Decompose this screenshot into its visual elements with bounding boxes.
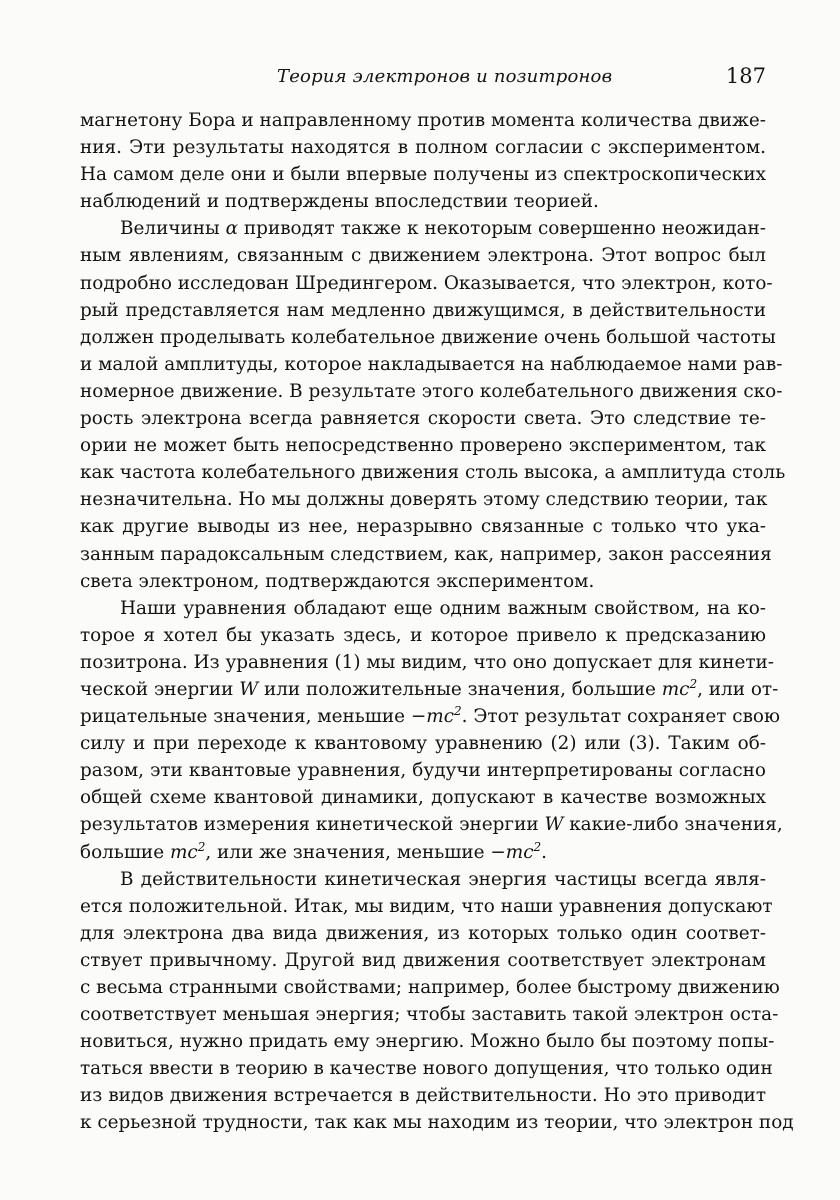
text-line: В действительности кинетическая энергия частицы всегда явля- [120,868,766,890]
paragraph [80,595,783,866]
running-title: Теория электронов и позитронов [277,66,613,87]
paragraph [80,866,794,1137]
text-line: Величины α приводят также к некоторым совершенно неожидан- [120,218,766,240]
page-number: 187 [725,64,766,88]
text-line: рость электрона всегда равняется скорости света. Это следствие те- [80,408,766,430]
text-line: и малой амплитуды, которое накладывается на наблюдаемое нами рав- [80,353,783,375]
text-line: таться ввести в теорию в качестве нового допущения, что только один [80,1058,773,1080]
math-alpha: α [225,218,238,240]
text-line: занным парадоксальным следствием, как, например, закон рассеяния [80,543,772,565]
text-line: ческой энергии W или положительные значения, большие $mc^2$, или от- [80,676,779,700]
text-line: из видов движения встречается в действительности. Но это приводит [80,1085,766,1107]
text-line: как другие выводы из нее, неразрывно связанные с только что ука- [80,516,766,538]
running-header [80,64,766,94]
text-line: силу и при переходе к квантовому уравнению (2) или (3). Таким об- [80,733,766,755]
math-W: W [239,678,259,700]
text-line: для электрона два вида движения, из которых только один соответ- [80,922,766,944]
text-line: рицательные значения, меньшие $-mc^2$. Этот результат сохраняет свою [80,703,781,728]
paragraph [80,107,766,215]
text-line: новиться, нужно придать ему энергию. Можно было бы поэтому попы- [80,1031,775,1053]
text-line: ории не может быть непосредственно проверено экспериментом, так [80,435,766,457]
text-line: к серьезной трудности, так как мы находим из теории, что электрон под [80,1112,794,1134]
text-line: ствует привычному. Другой вид движения соответствует электронам [80,949,766,971]
text-line: с весьма странными свойствами; например, более быстрому движению [80,977,780,998]
text-line: ния. Эти результаты находятся в полном согласии с экспериментом. [80,137,766,159]
math-minus-mc2: $-mc^2$ [490,839,542,863]
text-line: должен проделывать колебательное движение очень большой частоты [80,326,776,348]
paragraph [80,215,786,594]
text-line: разом, эти квантовые уравнения, будучи интерпретированы согласно [80,760,766,782]
math-mc2: $mc^2$ [661,676,698,700]
text-line: света электроном, подтверждаются экспериментом. [80,570,595,592]
math-mc2: $mc^2$ [169,839,206,863]
text-line: магнетону Бора и направленному против момента количества движе- [80,110,766,131]
text-line: незначительна. Но мы должны доверять этому следствию теории, так [80,489,768,511]
text-line: ется положительной. Итак, мы видим, что наши уравнения допускают [80,895,773,917]
text-line: подробно исследован Шредингером. Оказывается, что электрон, кото- [80,272,773,294]
text-line: наблюдений и подтверждены впоследствии теорией. [80,191,599,213]
text-line: Наши уравнения обладают еще одним важным свойством, на ко- [120,597,766,619]
text-line: общей схеме квантовой динамики, допускают в качестве возможных [80,787,766,809]
text-line: соответствует меньшая энергия; чтобы заставить такой электрон оста- [80,1004,779,1026]
text-line: позитрона. Из уравнения (1) мы видим, что оно допускает для кинети- [80,651,774,673]
math-minus-mc2: $-mc^2$ [410,703,462,728]
text-line: номерное движение. В результате этого колебательного движения ско- [80,380,783,402]
text-line: торое я хотел бы указать здесь, и которое привело к предсказанию [80,624,766,646]
text-line: как частота колебательного движения столь высока, а амплитуда столь [80,462,786,484]
text-line: большие $mc^2$, или же значения, меньшие $-mc^2$. [80,839,548,863]
math-W: W [544,814,564,836]
text-line: результатов измерения кинетической энергии W какие-либо значения, [80,814,783,836]
text-line: ным явлениям, связанным с движением электрона. Этот вопрос был [80,245,766,267]
text-line: На самом деле они и были впервые получены из спектроскопических [80,164,766,186]
text-line: рый представляется нам медленно движущимся, в действительности [80,299,766,321]
body-text [80,107,794,1137]
